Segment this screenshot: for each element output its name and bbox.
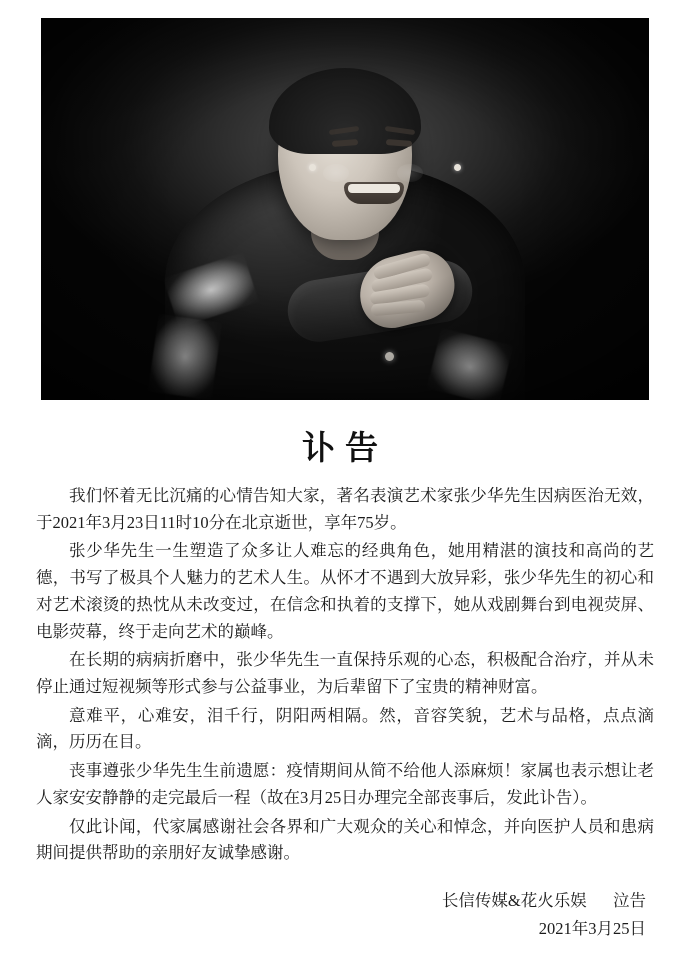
portrait-photo: [41, 18, 649, 400]
paragraph: 意难平，心难安，泪千行，阴阳两相隔。然，音容笑貌，艺术与品格，点点滴滴，历历在目。: [36, 705, 654, 752]
signature-organization: 长信传媒&花火乐娱: [441, 891, 587, 911]
paragraph: 张少华先生一生塑造了众多让人难忘的经典角色，她用精湛的演技和高尚的艺德，书写了极具个人魅力的艺术人生。从怀才不遇到大放异彩，张少华先生的初心和对艺术滚烫的热忱从未改变过，在信念和执着的支撑下，她从戏剧舞台到电视荧屏、电影荧幕，终于走向艺术的巅峰。: [36, 541, 654, 641]
photo-vignette: [41, 18, 649, 400]
signature-organization-line: [36, 887, 646, 915]
obituary-body: [0, 483, 690, 867]
paragraph: 在长期的病病折磨中，张少华先生一直保持乐观的心态，积极配合治疗，并从未停止通过短视频等形式参与公益事业，为后辈留下了宝贵的精神财富。: [36, 650, 654, 697]
paragraph: 我们怀着无比沉痛的心情告知大家，著名表演艺术家张少华先生因病医治无效，于2021年3月23日11时10分在北京逝世，享年75岁。: [36, 486, 654, 532]
signature-closing: 泣告: [613, 891, 646, 911]
signature-date: 2021年3月25日: [538, 919, 646, 939]
page-title: 讣告: [302, 431, 388, 467]
paragraph: 丧事遵张少华先生生前遗愿：疫情期间从简不给他人添麻烦！家属也表示想让老人家安安静静的走完最后一程（故在3月25日办理完全部丧事后，发此讣告）。: [36, 761, 654, 807]
signature-block: [0, 887, 690, 943]
paragraph: 仅此讣闻，代家属感谢社会各界和广大观众的关心和悼念，并向医护人员和患病期间提供帮助的亲朋好友诚挚感谢。: [36, 816, 654, 863]
obituary-page: [0, 18, 690, 969]
